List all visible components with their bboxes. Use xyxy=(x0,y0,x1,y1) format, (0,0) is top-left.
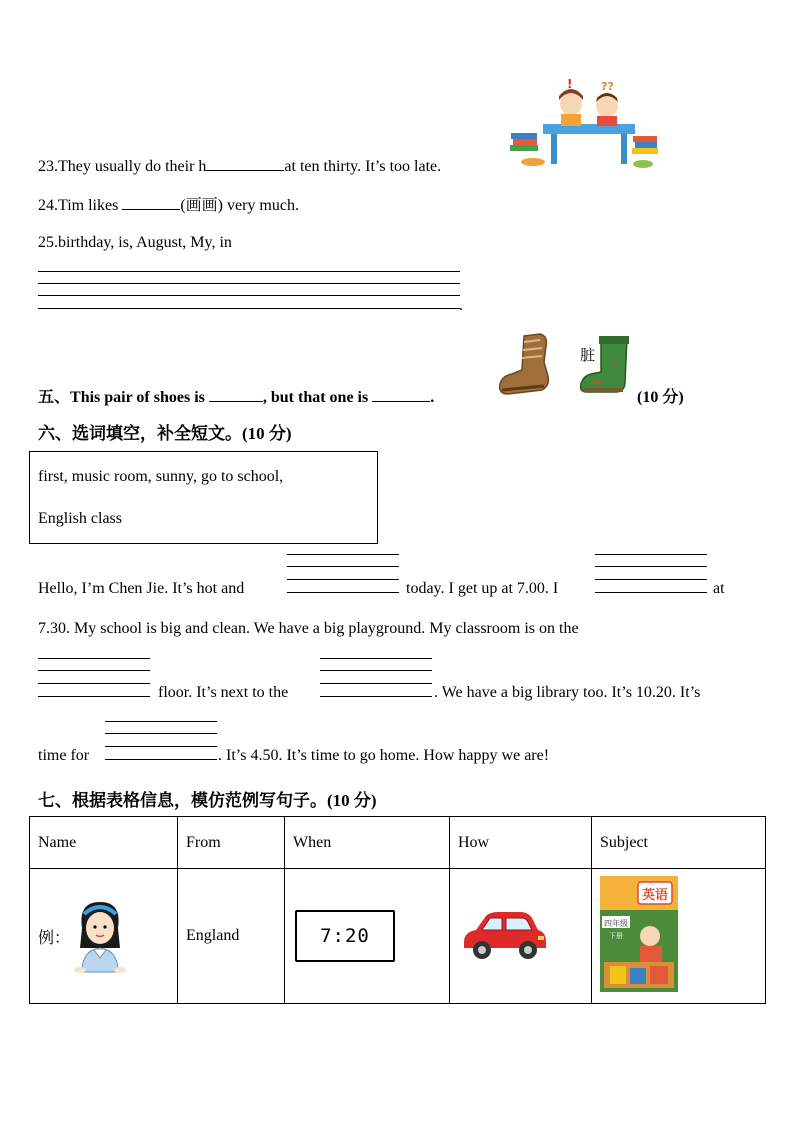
girl-avatar-icon xyxy=(72,898,128,974)
example-label: 例： xyxy=(38,929,71,947)
section-5-end: . xyxy=(430,389,435,406)
q24-hint: (画画) very much. xyxy=(180,197,299,214)
book-grade: 四年级 xyxy=(604,918,628,928)
cell-from: England xyxy=(178,869,285,1004)
section-5-text-b: , but that one is xyxy=(262,389,373,406)
english-textbook-icon xyxy=(600,876,678,992)
passage-text-3a: floor. It’s next to the xyxy=(158,684,289,701)
passage-text-1c: at xyxy=(713,580,725,597)
section-5-blank-2[interactable] xyxy=(372,387,430,402)
section-5-line xyxy=(38,384,434,407)
kids-studying-illustration xyxy=(505,78,660,173)
question-23 xyxy=(38,156,441,176)
q23-suffix: at ten thirty. It’s too late. xyxy=(284,158,442,175)
q23-answer-blank[interactable] xyxy=(206,156,284,171)
header-name: Name xyxy=(30,817,178,869)
cell-how xyxy=(450,869,592,1004)
q24-prefix: 24.Tim likes xyxy=(38,197,123,214)
passage-text-2: 7.30. My school is big and clean. We have a big playground. My classroom is on the xyxy=(38,620,579,637)
brown-boot-icon xyxy=(496,332,552,398)
q25-end-mark: . xyxy=(459,297,463,314)
header-how: How xyxy=(450,817,592,869)
word-bank-line-2: English class xyxy=(38,510,122,527)
red-car-icon xyxy=(458,904,550,964)
q23-prefix: 23.They usually do their h xyxy=(38,158,207,175)
passage-blank-5[interactable] xyxy=(105,721,219,761)
section-5-score: (10 分) xyxy=(637,389,684,406)
book-volume: 下册 xyxy=(609,931,623,940)
section-5-label: 五、 xyxy=(38,389,71,406)
section-5-blank-1[interactable] xyxy=(209,387,263,402)
green-boot-icon xyxy=(577,334,635,398)
book-title: 英语 xyxy=(641,887,669,903)
info-table xyxy=(29,816,766,1004)
passage-text-1b: today. I get up at 7.00. I xyxy=(406,580,559,597)
cell-subject xyxy=(592,869,766,1004)
passage-text-1a: Hello, I’m Chen Jie. It’s hot and xyxy=(38,580,245,597)
header-subject: Subject xyxy=(592,817,766,869)
header-from: From xyxy=(178,817,285,869)
section-6-title: 六、选词填空，补全短文。(10 分) xyxy=(38,424,292,443)
section-5-text-a: This pair of shoes is xyxy=(70,389,209,406)
question-25-words: 25.birthday, is, August, My, in xyxy=(38,234,232,251)
cell-when xyxy=(285,869,450,1004)
svg-text:!: ! xyxy=(567,78,573,91)
table-header-row xyxy=(30,817,766,869)
passage-blank-3[interactable] xyxy=(38,658,152,698)
table-row xyxy=(30,869,766,1004)
passage-blank-2[interactable] xyxy=(595,554,709,594)
cell-name xyxy=(30,869,178,1004)
word-bank-box xyxy=(29,451,378,544)
passage-text-4b: . It’s 4.50. It’s time to go home. How happy we are! xyxy=(218,747,550,764)
q24-answer-blank[interactable] xyxy=(122,195,180,210)
svg-text:??: ?? xyxy=(601,80,614,93)
question-24 xyxy=(38,192,299,215)
word-bank-line-1: first, music room, sunny, go to school, xyxy=(38,468,284,485)
q25-writing-lines[interactable] xyxy=(38,271,462,313)
dirty-label: 脏 xyxy=(580,348,596,364)
section-7-title: 七、根据表格信息，模仿范例写句子。(10 分) xyxy=(38,791,377,810)
passage-blank-4[interactable] xyxy=(320,658,434,698)
passage-blank-1[interactable] xyxy=(287,554,401,594)
digital-clock: 7:20 xyxy=(295,910,395,962)
header-when: When xyxy=(285,817,450,869)
passage-text-4a: time for xyxy=(38,747,90,764)
passage-text-3b: . We have a big library too. It’s 10.20. It’s xyxy=(434,684,701,701)
